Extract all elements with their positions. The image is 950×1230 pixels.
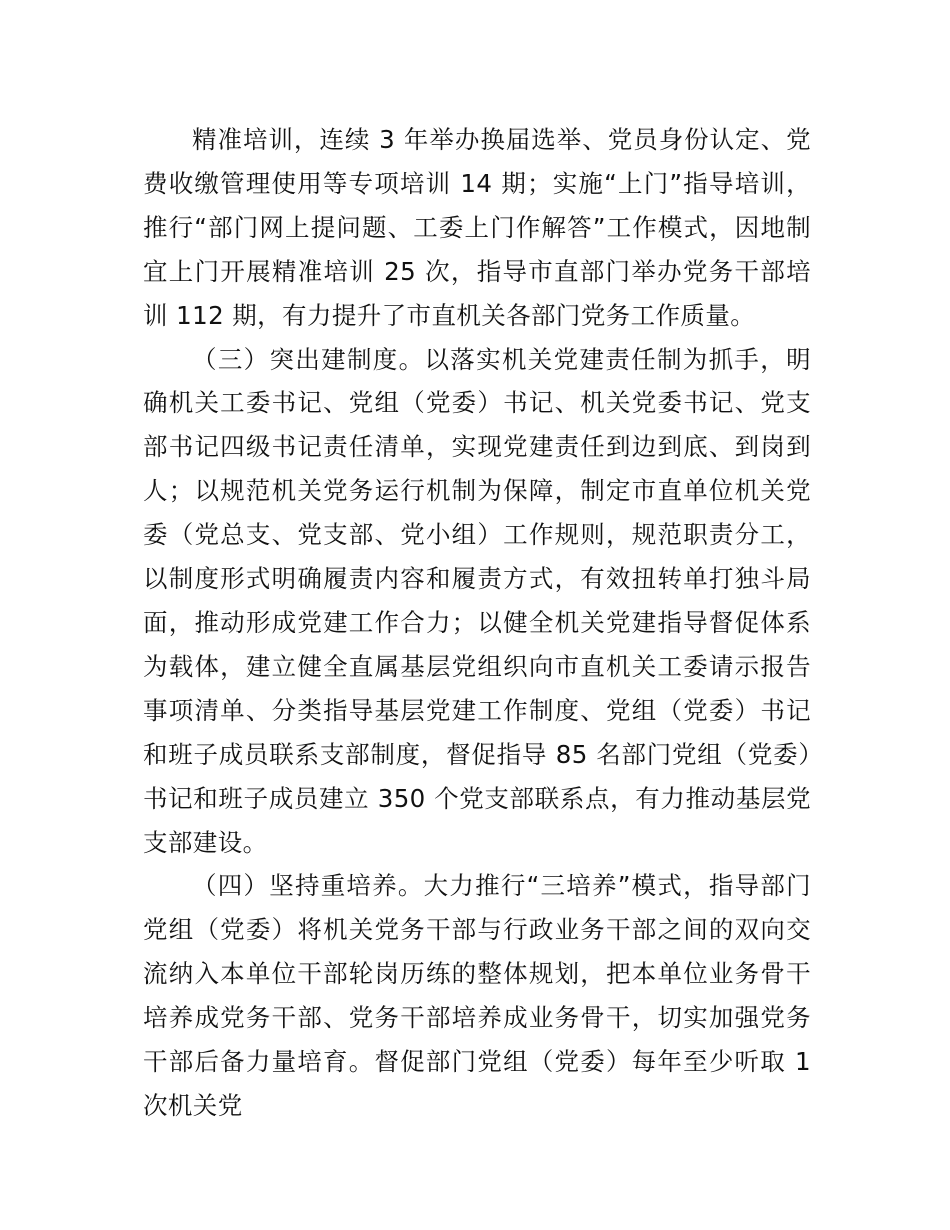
paragraph-training: 精准培训，连续 3 年举办换届选举、党员身份认定、党费收缴管理使用等专项培训 14 期；实施“上门”指导培训，推行“部门网上提问题、工委上门作解答”工作模式，因地制宜上门开展精准培训 25 次，指导市直部门举办党务干部培训 112 期，有力提升了市直机关各部门党务工作质量。: [143, 125, 811, 330]
document-body: [143, 118, 811, 1128]
paragraph-section-3: （三）突出建制度。以落实机关党建责任制为抓手，明确机关工委书记、党组（党委）书记、机关党委书记、党支部书记四级书记责任清单，实现党建责任到边到底、到岗到人；以规范机关党务运行机制为保障，制定市直单位机关党委（党总支、党支部、党小组）工作规则，规范职责分工，以制度形式明确履责内容和履责方式，有效扭转单打独斗局面，推动形成党建工作合力；以健全机关党建指导督促体系为载体，建立健全直属基层党组织向市直机关工委请示报告事项清单、分类指导基层党建工作制度、党组（党委）书记和班子成员联系支部制度，督促指导 85 名部门党组（党委）书记和班子成员建立 350 个党支部联系点，有力推动基层党支部建设。: [143, 344, 811, 857]
paragraph-section-4: （四）坚持重培养。大力推行“三培养”模式，指导部门党组（党委）将机关党务干部与行政业务干部之间的双向交流纳入本单位干部轮岗历练的整体规划，把本单位业务骨干培养成党务干部、党务干部培养成业务骨干，切实加强党务干部后备力量培育。督促部门党组（党委）每年至少听取 1 次机关党: [143, 871, 811, 1120]
